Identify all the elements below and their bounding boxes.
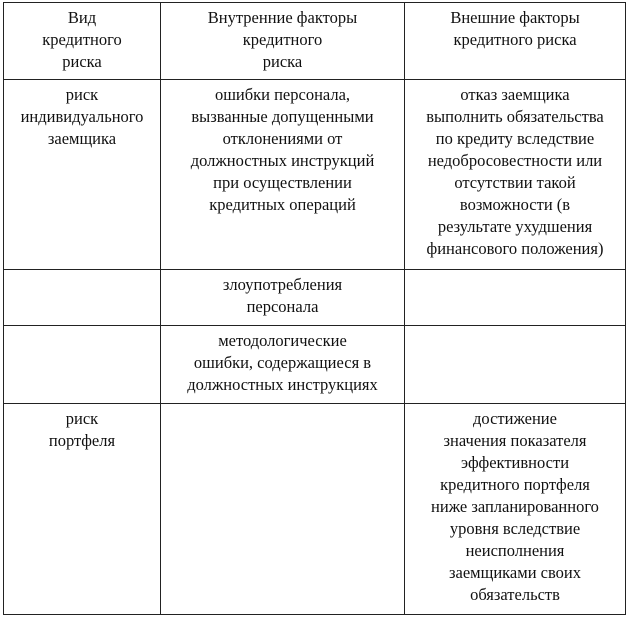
internal-factor-text: злоупотребления персонала	[222, 275, 343, 316]
risk-type-cell	[4, 80, 161, 270]
credit-risk-factors-table	[3, 2, 626, 615]
internal-factor-text: методологические ошибки, содержащиеся в должностных инструкциях	[187, 331, 378, 394]
internal-factor-cell	[161, 326, 405, 404]
table-header-row	[4, 3, 626, 80]
table-row	[4, 80, 626, 270]
header-external-factors-label: Внешние факторы кредитного риска	[450, 8, 580, 49]
header-internal-factors-label: Внутренние факторы кредитного риска	[207, 8, 358, 71]
internal-factor-text: ошибки персонала, вызванные допущенными отклонениями от должностных инструкций при осуществлении кредитных операций	[190, 85, 375, 214]
internal-factor-cell	[161, 404, 405, 615]
external-factor-text: достижение значения показателя эффективности кредитного портфеля ниже запланированного уровня вследствие неисполнения заемщиками своих обязательств	[431, 409, 599, 604]
internal-factor-cell	[161, 270, 405, 326]
header-cell-external-factors	[405, 3, 626, 80]
risk-type-cell	[4, 404, 161, 615]
risk-type-text: риск портфеля	[48, 409, 116, 450]
table-row	[4, 404, 626, 615]
header-risk-type-label: Вид кредитного риска	[42, 8, 122, 71]
header-cell-internal-factors	[161, 3, 405, 80]
external-factor-text: отказ заемщика выполнить обязательства по кредиту вследствие недобросовестности или отсутствии такой возможности (в результате ухудшения финансового положения)	[426, 85, 604, 258]
internal-factor-cell	[161, 80, 405, 270]
external-factor-cell	[405, 404, 626, 615]
risk-type-text: риск индивидуального заемщика	[20, 85, 144, 148]
header-cell-risk-type	[4, 3, 161, 80]
table-row	[4, 326, 626, 404]
external-factor-cell	[405, 270, 626, 326]
risk-type-cell	[4, 326, 161, 404]
table-row	[4, 270, 626, 326]
external-factor-cell	[405, 326, 626, 404]
risk-type-cell	[4, 270, 161, 326]
external-factor-cell	[405, 80, 626, 270]
